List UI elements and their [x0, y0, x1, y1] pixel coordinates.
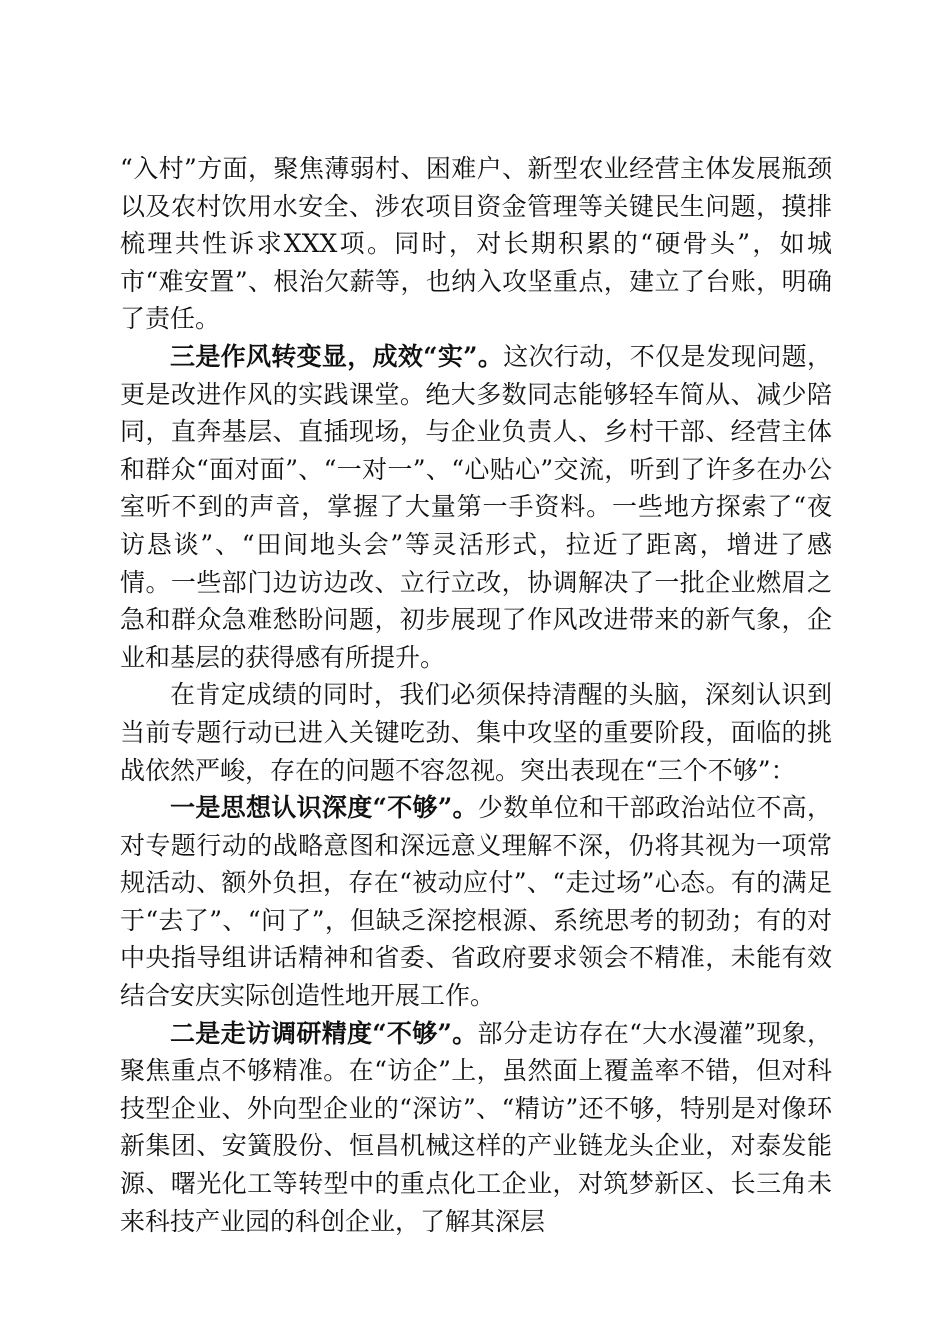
paragraph-body: “入村”方面，聚焦薄弱村、困难户、新型农业经营主体发展瓶颈以及农村饮用水安全、涉农项目资金管理等关键民生问题，摸排梳理共性诉求XXX项。同时，对长期积累的“硬骨头”，如城市“难安置”、根治欠薪等，也纳入攻坚重点，建立了台账，明确了责任。 — [120, 154, 832, 334]
paragraph-work-style — [120, 338, 832, 676]
paragraph-ideological-depth — [120, 789, 832, 1015]
paragraph-body: 这次行动，不仅是发现问题，更是改进作风的实践课堂。绝大多数同志能够轻车简从、减少陪同，直奔基层、直插现场，与企业负责人、乡村干部、经营主体和群众“面对面”、“一对一”、“心贴心”交流，听到了许多在办公室听不到的声音，掌握了大量第一手资料。一些地方探索了“夜访恳谈”、“田间地头会”等灵活形式，拉近了距离，增进了感情。一些部门边访边改、立行立改，协调解决了一批企业燃眉之急和群众急难愁盼问题，初步展现了作风改进带来的新气象，企业和基层的获得感有所提升。 — [120, 341, 832, 672]
paragraph-lead: 三是作风转变显，成效“实”。 — [170, 341, 504, 371]
paragraph-lead: 二是走访调研精度“不够”。 — [170, 1018, 478, 1048]
paragraph-body: 少数单位和干部政治站位不高，对专题行动的战略意图和深远意义理解不深，仍将其视为一项常规活动、额外负担，存在“被动应付”、“走过场”心态。有的满足于“去了”、“问了”，但缺乏深挖根源、系统思考的韧劲；有的对中央指导组讲话精神和省委、省政府要求领会不精准，未能有效结合安庆实际创造性地开展工作。 — [120, 793, 832, 1011]
paragraph-village-visits — [120, 150, 832, 338]
paragraph-body: 部分走访存在“大水漫灌”现象，聚焦重点不够精准。在“访企”上，虽然面上覆盖率不错，但对科技型企业、外向型企业的“深访”、“精访”还不够，特别是对像环新集团、安簧股份、恒昌机械这样的产业链龙头企业，对泰发能源、曙光化工等转型中的重点化工企业，对筑梦新区、长三角未来科技产业园的科创企业，了解其深层 — [120, 1018, 832, 1236]
paragraph-body: 在肯定成绩的同时，我们必须保持清醒的头脑，深刻认识到当前专题行动已进入关键吃劲、集中攻坚的重要阶段，面临的挑战依然严峻，存在的问题不容忽视。突出表现在“三个不够”： — [120, 680, 832, 785]
paragraph-research-precision — [120, 1015, 832, 1241]
document-page — [120, 150, 832, 1240]
paragraph-problems-intro — [120, 676, 832, 789]
paragraph-lead: 一是思想认识深度“不够”。 — [170, 793, 478, 823]
